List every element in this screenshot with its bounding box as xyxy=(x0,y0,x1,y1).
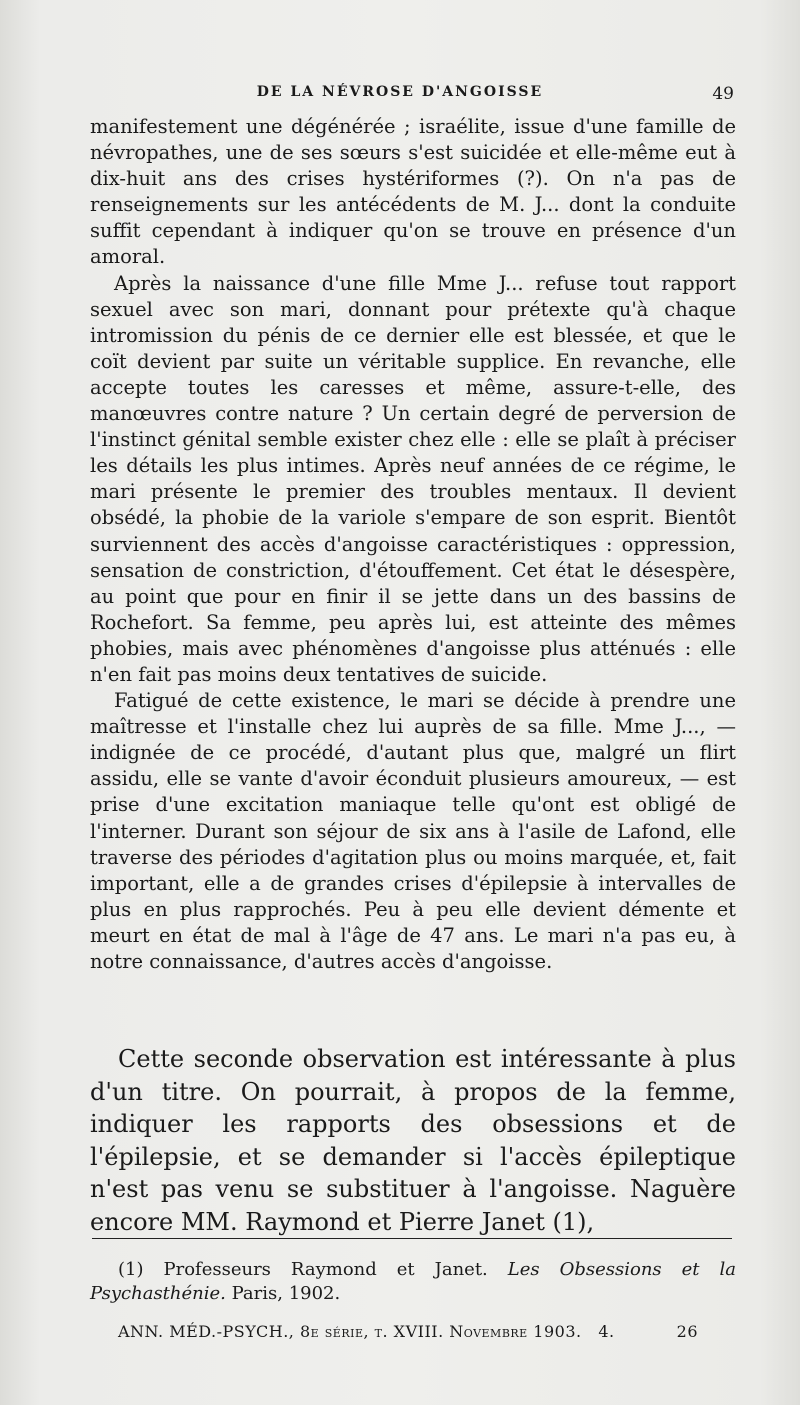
paragraph: manifestement une dégénérée ; israélite, issue d'une famille de névropathes, une de ses sœurs s'est suicidée et elle-même eut à dix-huit ans des crises hystériformes (?). On n'a pas de renseignements sur les antécédents de M. J... dont la conduite suffit cependant à indiquer qu'on se trouve en présence d'un amoral. xyxy=(90,115,736,269)
paragraph: Cette seconde observation est intéressante à plus d'un titre. On pourrait, à propos de la femme, indiquer les rapports des obsessions et de l'épilepsie, et se demander si l'accès épileptique n'est pas venu se substituer à l'angoisse. Naguère encore MM. Raymond et Pierre Janet (1), xyxy=(90,1045,736,1236)
paragraph: Fatigué de cette existence, le mari se décide à prendre une maîtresse et l'installe chez lui auprès de sa fille. Mme J..., — indignée de ce procédé, d'autant plus que, malgré un flirt assidu, elle se vante d'avoir éconduit plusieurs amoureux, — est prise d'une excitation maniaque telle qu'ont est obligé de l'interner. Durant son séjour de six ans à l'asile de Lafond, elle traverse des périodes d'agitation plus ou moins marquée, et, fait important, elle a de grandes crises d'épilepsie à intervalles de plus en plus rapprochés. Peu à peu elle devient démente et meurt en état de mal à l'âge de 47 ans. Le mari n'a pas eu, à notre connaissance, d'autres accès d'angoisse. xyxy=(90,689,736,973)
sheet-number: 26 xyxy=(676,1322,698,1341)
gathering-number: 4. xyxy=(598,1322,615,1341)
footnote-marker: (1) xyxy=(118,1259,144,1280)
body-text-large xyxy=(90,1043,736,1238)
footnote-place-year: Paris, 1902. xyxy=(231,1283,341,1304)
running-header xyxy=(0,84,800,110)
printer-signature xyxy=(118,1322,738,1341)
footnote-text: Professeurs Raymond et Janet. xyxy=(163,1259,488,1280)
journal-reference: ANN. MÉD.-PSYCH., 8e série, t. XVIII. Novembre 1903. xyxy=(118,1322,582,1341)
page-number: 49 xyxy=(712,84,734,104)
footnote xyxy=(90,1258,736,1306)
running-title: DE LA NÉVROSE D'ANGOISSE xyxy=(256,84,544,100)
paragraph: Après la naissance d'une fille Mme J... refuse tout rapport sexuel avec son mari, donnant pour prétexte qu'à chaque intromission du pénis de ce dernier elle est blessée, et que le coït devient par suite un véritable supplice. En revanche, elle accepte toutes les caresses et même, assure-t-elle, des manœuvres contre nature ? Un certain degré de perversion de l'instinct génital semble exister chez elle : elle se plaît à préciser les détails les plus intimes. Après neuf années de ce régime, le mari présente le premier des troubles mentaux. Il devient obsédé, la phobie de la variole s'empare de son esprit. Bientôt surviennent des accès d'angoisse caractéristiques : oppression, sensation de constriction, d'étouffement. Cet état le désespère, au point que pour en finir il se jette dans un des bassins de Rochefort. Sa femme, peu après lui, est atteinte des mêmes phobies, mais avec phénomènes d'angoisse plus atténués : elle n'en fait pas moins deux tentatives de suicide. xyxy=(90,271,736,686)
body-text-small xyxy=(90,114,736,975)
footnote-work-title: Les Obsessions et la Psychasthénie. xyxy=(90,1259,736,1304)
footnote-divider xyxy=(92,1238,732,1239)
